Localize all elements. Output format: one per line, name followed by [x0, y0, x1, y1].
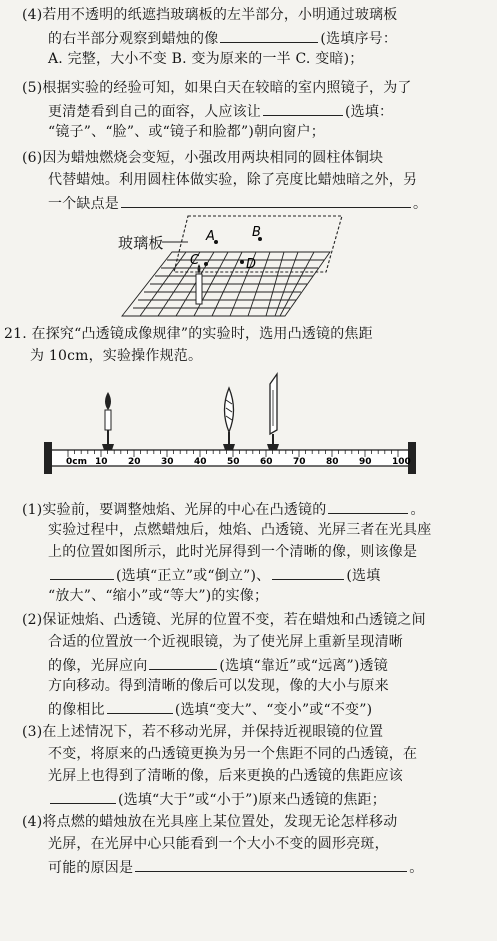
q4-line-1: (4)若用不透明的纸遮挡玻璃板的左半部分，小明通过玻璃板: [22, 7, 398, 23]
q5-line-2-text: 更清楚看到自己的面容，人应该让: [48, 104, 261, 120]
q21-stem-2: 为 10cm，实验操作规范。: [30, 348, 203, 364]
scale-tick-label: 20: [128, 457, 141, 467]
q21-4-line-2: 光屏，在光屏中心只能看到一个大小不变的圆形亮斑，: [48, 836, 389, 852]
grid-paper: [122, 252, 330, 316]
q21-1-line-1: [22, 498, 425, 520]
q21-4-line-3: [48, 856, 423, 878]
q21-2-line-4: 方向移动。得到清晰的像后可以发现，像的大小与原来: [48, 678, 389, 694]
q5-line-2: [48, 100, 393, 122]
q21-1-line-5: “放大”、“缩小”或“等大”)的实像；: [48, 588, 269, 604]
q6-answer-blank[interactable]: [121, 192, 411, 208]
q21-2-blank-2[interactable]: [107, 698, 173, 714]
q21-1-line-4-text: (选填“正立”或“倒立”)、: [116, 568, 271, 584]
q21-1-line-4: [48, 564, 380, 586]
scale-tick-label: 90: [359, 457, 372, 467]
scale-tick-label: 60: [260, 457, 273, 467]
q21-2-line-1: (2)保证烛焰、凸透镜、光屏的位置不变，若在蜡烛和凸透镜之间: [22, 612, 426, 628]
q21-1-line-4-hint: (选填: [346, 568, 381, 584]
glass-plate-label: 玻璃板: [118, 234, 164, 252]
q6-line-3-end: 。: [413, 196, 428, 212]
scale-tick-label: 100: [392, 457, 411, 467]
q6-line-1: (6)因为蜡烛燃烧会变短，小强改用两块相同的圆柱体铜块: [22, 150, 384, 166]
q21-2-line-3-hint: (选填“靠近”或“远离”)透镜: [219, 658, 388, 674]
q21-2-line-3-text: 的像，光屏应向: [48, 658, 148, 674]
optical-bench-figure: [30, 370, 430, 480]
q21-2-line-5: [48, 698, 372, 720]
light-screen: [267, 374, 279, 450]
scale-tick-label: 40: [194, 457, 207, 467]
q5-line-2-hint: (选填：: [345, 104, 394, 120]
point-d-label: D: [246, 257, 257, 272]
q21-3-line-4: [48, 788, 386, 810]
q21-1-blank-1[interactable]: [328, 498, 408, 514]
q21-1-line-3: 上的位置如图所示，此时光屏得到一个清晰的像，则该像是: [48, 544, 418, 560]
q21-stem-1: 21. 在探究“凸透镜成像规律”的实验时，选用凸透镜的焦距: [4, 326, 373, 342]
q21-1-blank-3[interactable]: [272, 564, 344, 580]
q21-1-blank-2[interactable]: [50, 564, 114, 580]
q21-4-blank[interactable]: [135, 856, 407, 872]
q21-2-line-3: [48, 654, 388, 676]
q5-line-1: (5)根据实验的经验可知，如果白天在较暗的室内照镜子，为了: [22, 80, 412, 96]
scale-tick-label: 0cm: [66, 457, 87, 467]
q21-1-line-1-text: (1)实验前，要调整烛焰、光屏的中心在凸透镜的: [22, 502, 327, 518]
q21-2-line-2: 合适的位置放一个近视眼镜，为了使光屏上重新呈现清晰: [48, 634, 403, 650]
q21-3-line-3: 光屏上也得到了清晰的像，后来更换的凸透镜的焦距应该: [48, 768, 403, 784]
q21-3-line-2: 不变，将原来的凸透镜更换为另一个焦距不同的凸透镜，在: [48, 746, 418, 762]
q4-line-2-text: 的右半部分观察到蜡烛的像: [48, 31, 219, 47]
q5-options: “镜子”、“脸”、或“镜子和脸都”)朝向窗户；: [48, 124, 326, 140]
plane-mirror-figure: [110, 212, 350, 322]
q6-line-3: [48, 192, 427, 214]
candle-holder: [102, 392, 114, 450]
q4-line-2: [48, 27, 397, 49]
q21-4-line-1: (4)将点燃的蜡烛放在光具座上某位置处，发现无论怎样移动: [22, 814, 398, 830]
q6-line-3-text: 一个缺点是: [48, 196, 119, 212]
q21-1-line-2: 实验过程中，点燃蜡烛后，烛焰、凸透镜、光屏三者在光具座: [48, 522, 432, 538]
point-c-label: C: [190, 253, 200, 268]
q6-line-2: 代替蜡烛。利用圆柱体做实验，除了亮度比蜡烛暗之外，另: [48, 172, 418, 188]
q21-2-blank-1[interactable]: [149, 654, 217, 670]
q21-3-line-1: (3)在上述情况下，若不移动光屏，并保持近视眼镜的位置: [22, 724, 384, 740]
q21-2-line-5-hint: (选填“变大”、“变小”或“不变”): [174, 702, 373, 718]
scale-tick-label: 10: [95, 457, 108, 467]
q4-options: A. 完整，大小不变 B. 变为原来的一半 C. 变暗)；: [48, 51, 364, 67]
scale-tick-label: 70: [293, 457, 306, 467]
scale-tick-label: 30: [161, 457, 174, 467]
convex-lens: [223, 388, 235, 450]
q21-4-line-3-text: 可能的原因是: [48, 860, 134, 876]
q21-2-line-5-text: 的像相比: [48, 702, 105, 718]
scale-tick-label: 80: [326, 457, 339, 467]
scale-tick-label: 50: [227, 457, 240, 467]
q4-line-2-hint: (选填序号：: [320, 31, 398, 47]
q4-answer-blank[interactable]: [220, 27, 318, 43]
q5-answer-blank[interactable]: [263, 100, 343, 116]
candle: [196, 274, 202, 304]
q21-4-line-3-end: 。: [409, 860, 424, 876]
q21-1-line-1-end: 。: [410, 502, 425, 518]
point-a-label: A: [206, 229, 215, 244]
q21-3-line-4-text: (选填“大于”或“小于”)原来凸透镜的焦距；: [118, 792, 386, 808]
point-b-label: B: [252, 225, 261, 240]
q21-3-blank[interactable]: [50, 788, 116, 804]
